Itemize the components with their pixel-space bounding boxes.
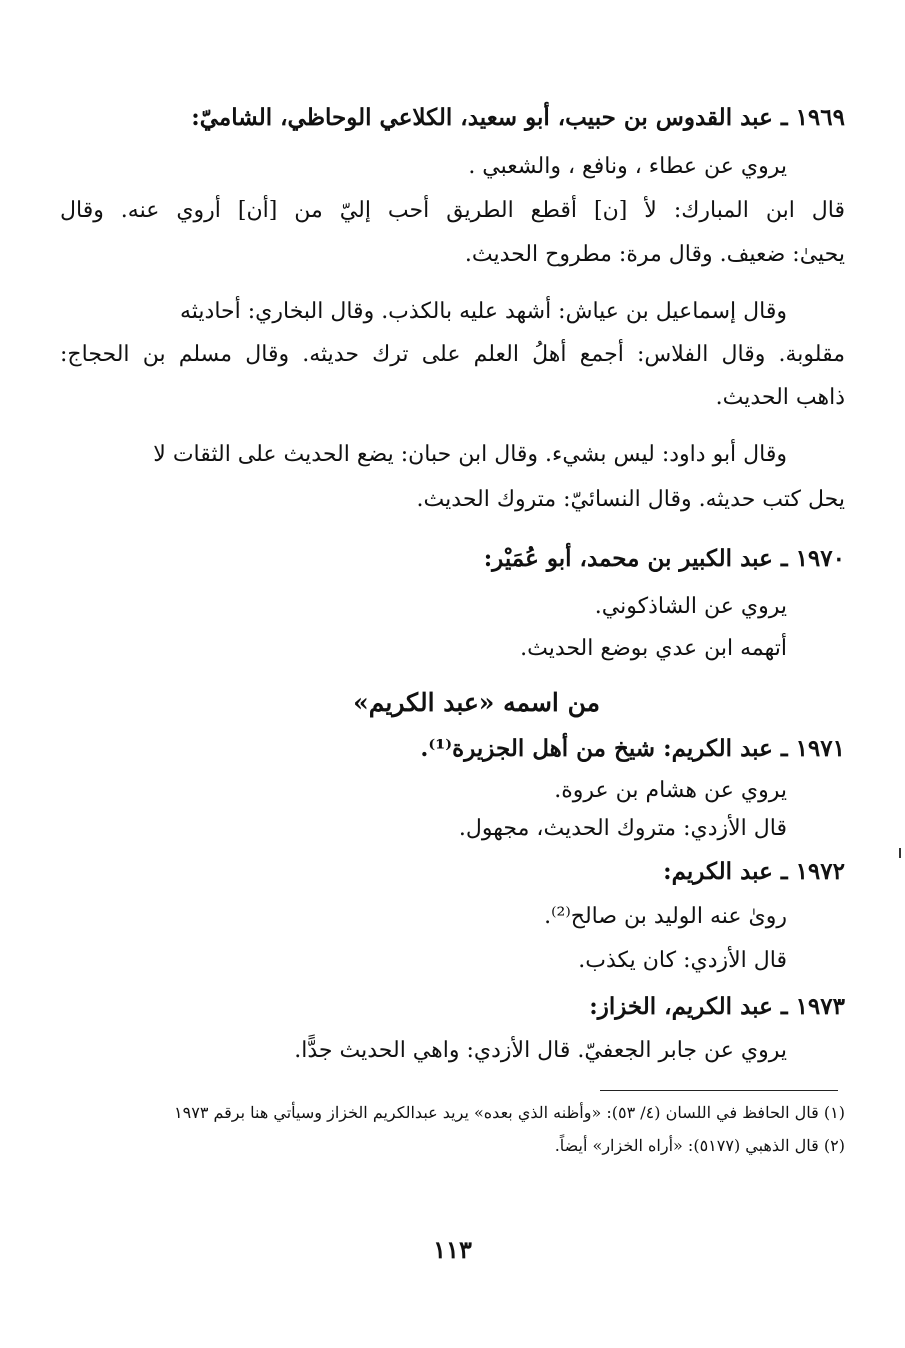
entry-heading-1970: ١٩٧٠ ـ عبد الكبير بن محمد، أبو عُمَيْر: [483, 545, 845, 572]
entry-line: يروي عن الشاذكوني. [594, 594, 787, 619]
entry-line: مقلوبة. وقال الفلاس: أجمع أهلُ العلم على ترك حديثه. وقال مسلم بن الحجاج: [60, 342, 845, 367]
entry-line: رویٰ عنه الوليد بن صالح⁽²⁾. [544, 904, 787, 929]
entry-line: وقال إسماعيل بن عياش: أشهد عليه بالكذب. وقال البخاري: أحاديثه [180, 299, 787, 324]
footnote-divider [600, 1090, 838, 1091]
entry-line: قال الأزدي: كان يكذب. [578, 948, 787, 973]
footnote-1: (١) قال الحافظ في اللسان (٤/ ٥٣): «وأظنه الذي بعده» يريد عبدالكريم الخزاز وسيأتي هنا برقم ١٩٧٣ [174, 1103, 845, 1122]
entry-line: أتهمه ابن عدي بوضع الحديث. [520, 636, 787, 661]
entry-line: ذاهب الحديث. [715, 385, 845, 410]
entry-line: يروي عن جابر الجعفيّ. قال الأزدي: واهي الحديث جدًّا. [294, 1038, 787, 1063]
entry-heading-1973: ١٩٧٣ ـ عبد الكريم، الخزاز: [589, 993, 845, 1020]
entry-line: قال ابن المبارك: لأ [ن] أقطع الطريق أحب إليّ من [أن] أروي عنه. وقال [60, 198, 845, 223]
section-title: من اسمه «عبد الكريم» [353, 688, 600, 717]
entry-line: يروي عن هشام بن عروة. [554, 778, 787, 803]
entry-line: وقال أبو داود: ليس بشيء. وقال ابن حبان: يضع الحديث على الثقات لا [153, 442, 787, 467]
entry-heading-1969: ١٩٦٩ ـ عبد القدوس بن حبيب، أبو سعيد، الكلاعي الوحاظي، الشاميّ: [191, 104, 845, 131]
entry-line: قال الأزدي: متروك الحديث، مجهول. [458, 816, 787, 841]
entry-line: يروي عن عطاء ، ونافع ، والشعبي . [468, 154, 787, 179]
entry-line: يحل كتب حديثه. وقال النسائيّ: متروك الحديث. [416, 487, 845, 512]
entry-line: يحيىٰ: ضعيف. وقال مرة: مطروح الحديث. [464, 242, 845, 267]
page-number: ١١٣ [433, 1235, 472, 1264]
entry-heading-1972: ١٩٧٢ ـ عبد الكريم: [663, 858, 845, 885]
footnote-2: (٢) قال الذهبي (٥١٧٧): «أراه الخزار» أيضاً. [554, 1136, 845, 1155]
margin-mark [899, 848, 901, 858]
entry-heading-1971: ١٩٧١ ـ عبد الكريم: شيخ من أهل الجزيرة⁽¹⁾. [420, 735, 845, 762]
